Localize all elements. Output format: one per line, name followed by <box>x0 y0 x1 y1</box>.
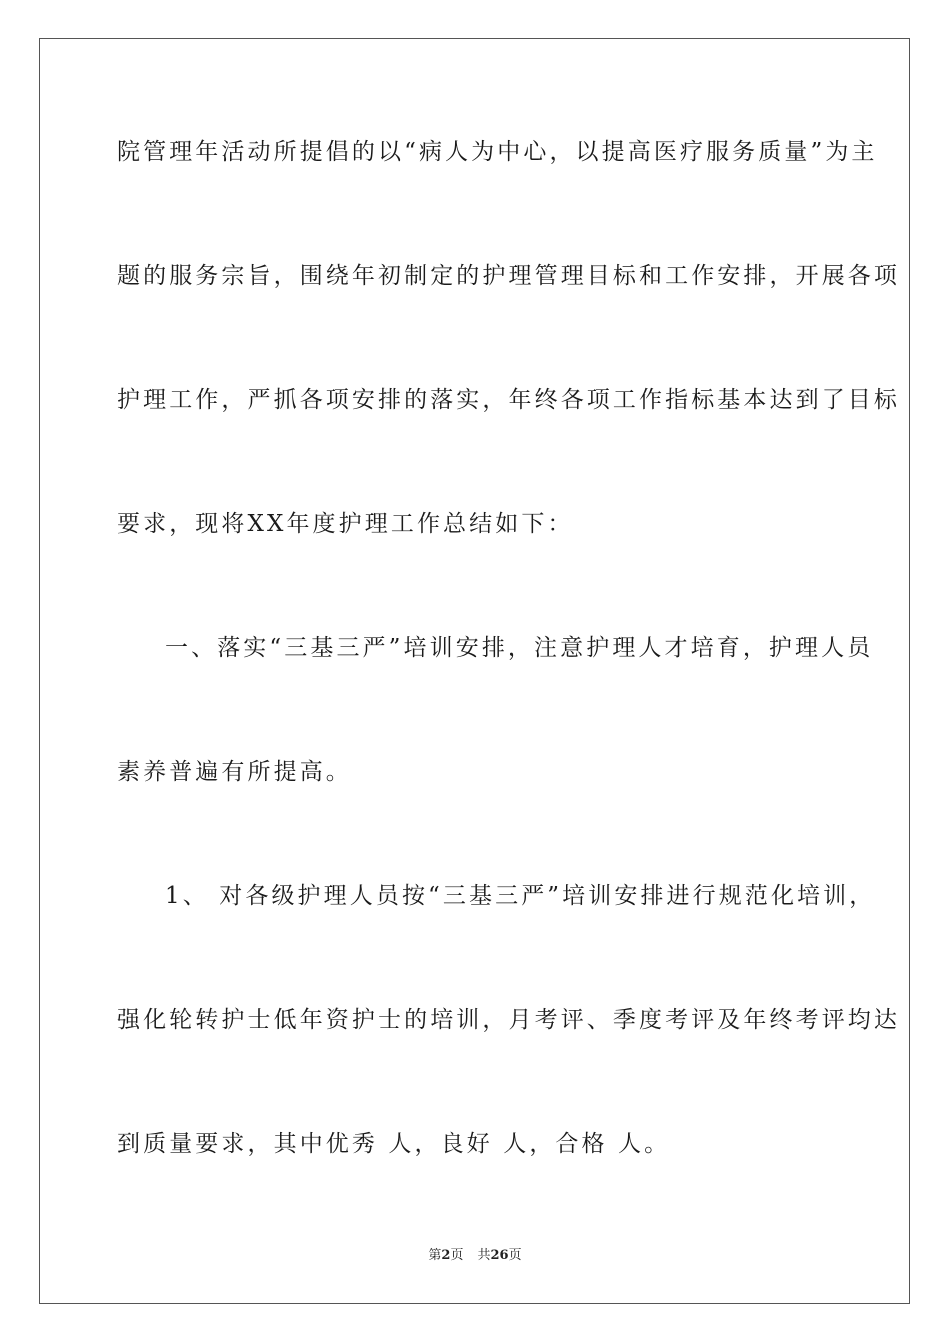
section-heading: 一、落实“三基三严”培训安排，注意护理人才培育，护理人员 <box>165 635 874 661</box>
text-line: 院管理年活动所提倡的以“病人为中心，以提高医疗服务质量”为主 <box>117 139 878 165</box>
text-line: 题的服务宗旨，围绕年初制定的护理管理目标和工作安排，开展各项 <box>117 263 900 289</box>
text-line: 素养普遍有所提高。 <box>117 759 352 785</box>
text-line: 护理工作，严抓各项安排的落实，年终各项工作指标基本达到了目标 <box>117 387 900 413</box>
total-pages: 26 <box>490 1248 509 1263</box>
total-prefix: 共 <box>477 1248 491 1263</box>
page-prefix: 第 <box>428 1248 442 1263</box>
text-line: 到质量要求，其中优秀 人，良好 人，合格 人。 <box>117 1131 671 1157</box>
page-frame <box>39 38 910 1304</box>
text-line: 要求，现将XX年度护理工作总结如下： <box>117 511 574 537</box>
list-item-1: 1、 对各级护理人员按“三基三严”培训安排进行规范化培训， <box>165 883 876 909</box>
page-number: 2 <box>441 1248 451 1263</box>
total-suffix: 页 <box>508 1248 522 1263</box>
text-line: 强化轮转护士低年资护士的培训，月考评、季度考评及年终考评均达 <box>117 1007 900 1033</box>
page-footer <box>0 1248 950 1264</box>
page-suffix: 页 <box>450 1248 464 1263</box>
